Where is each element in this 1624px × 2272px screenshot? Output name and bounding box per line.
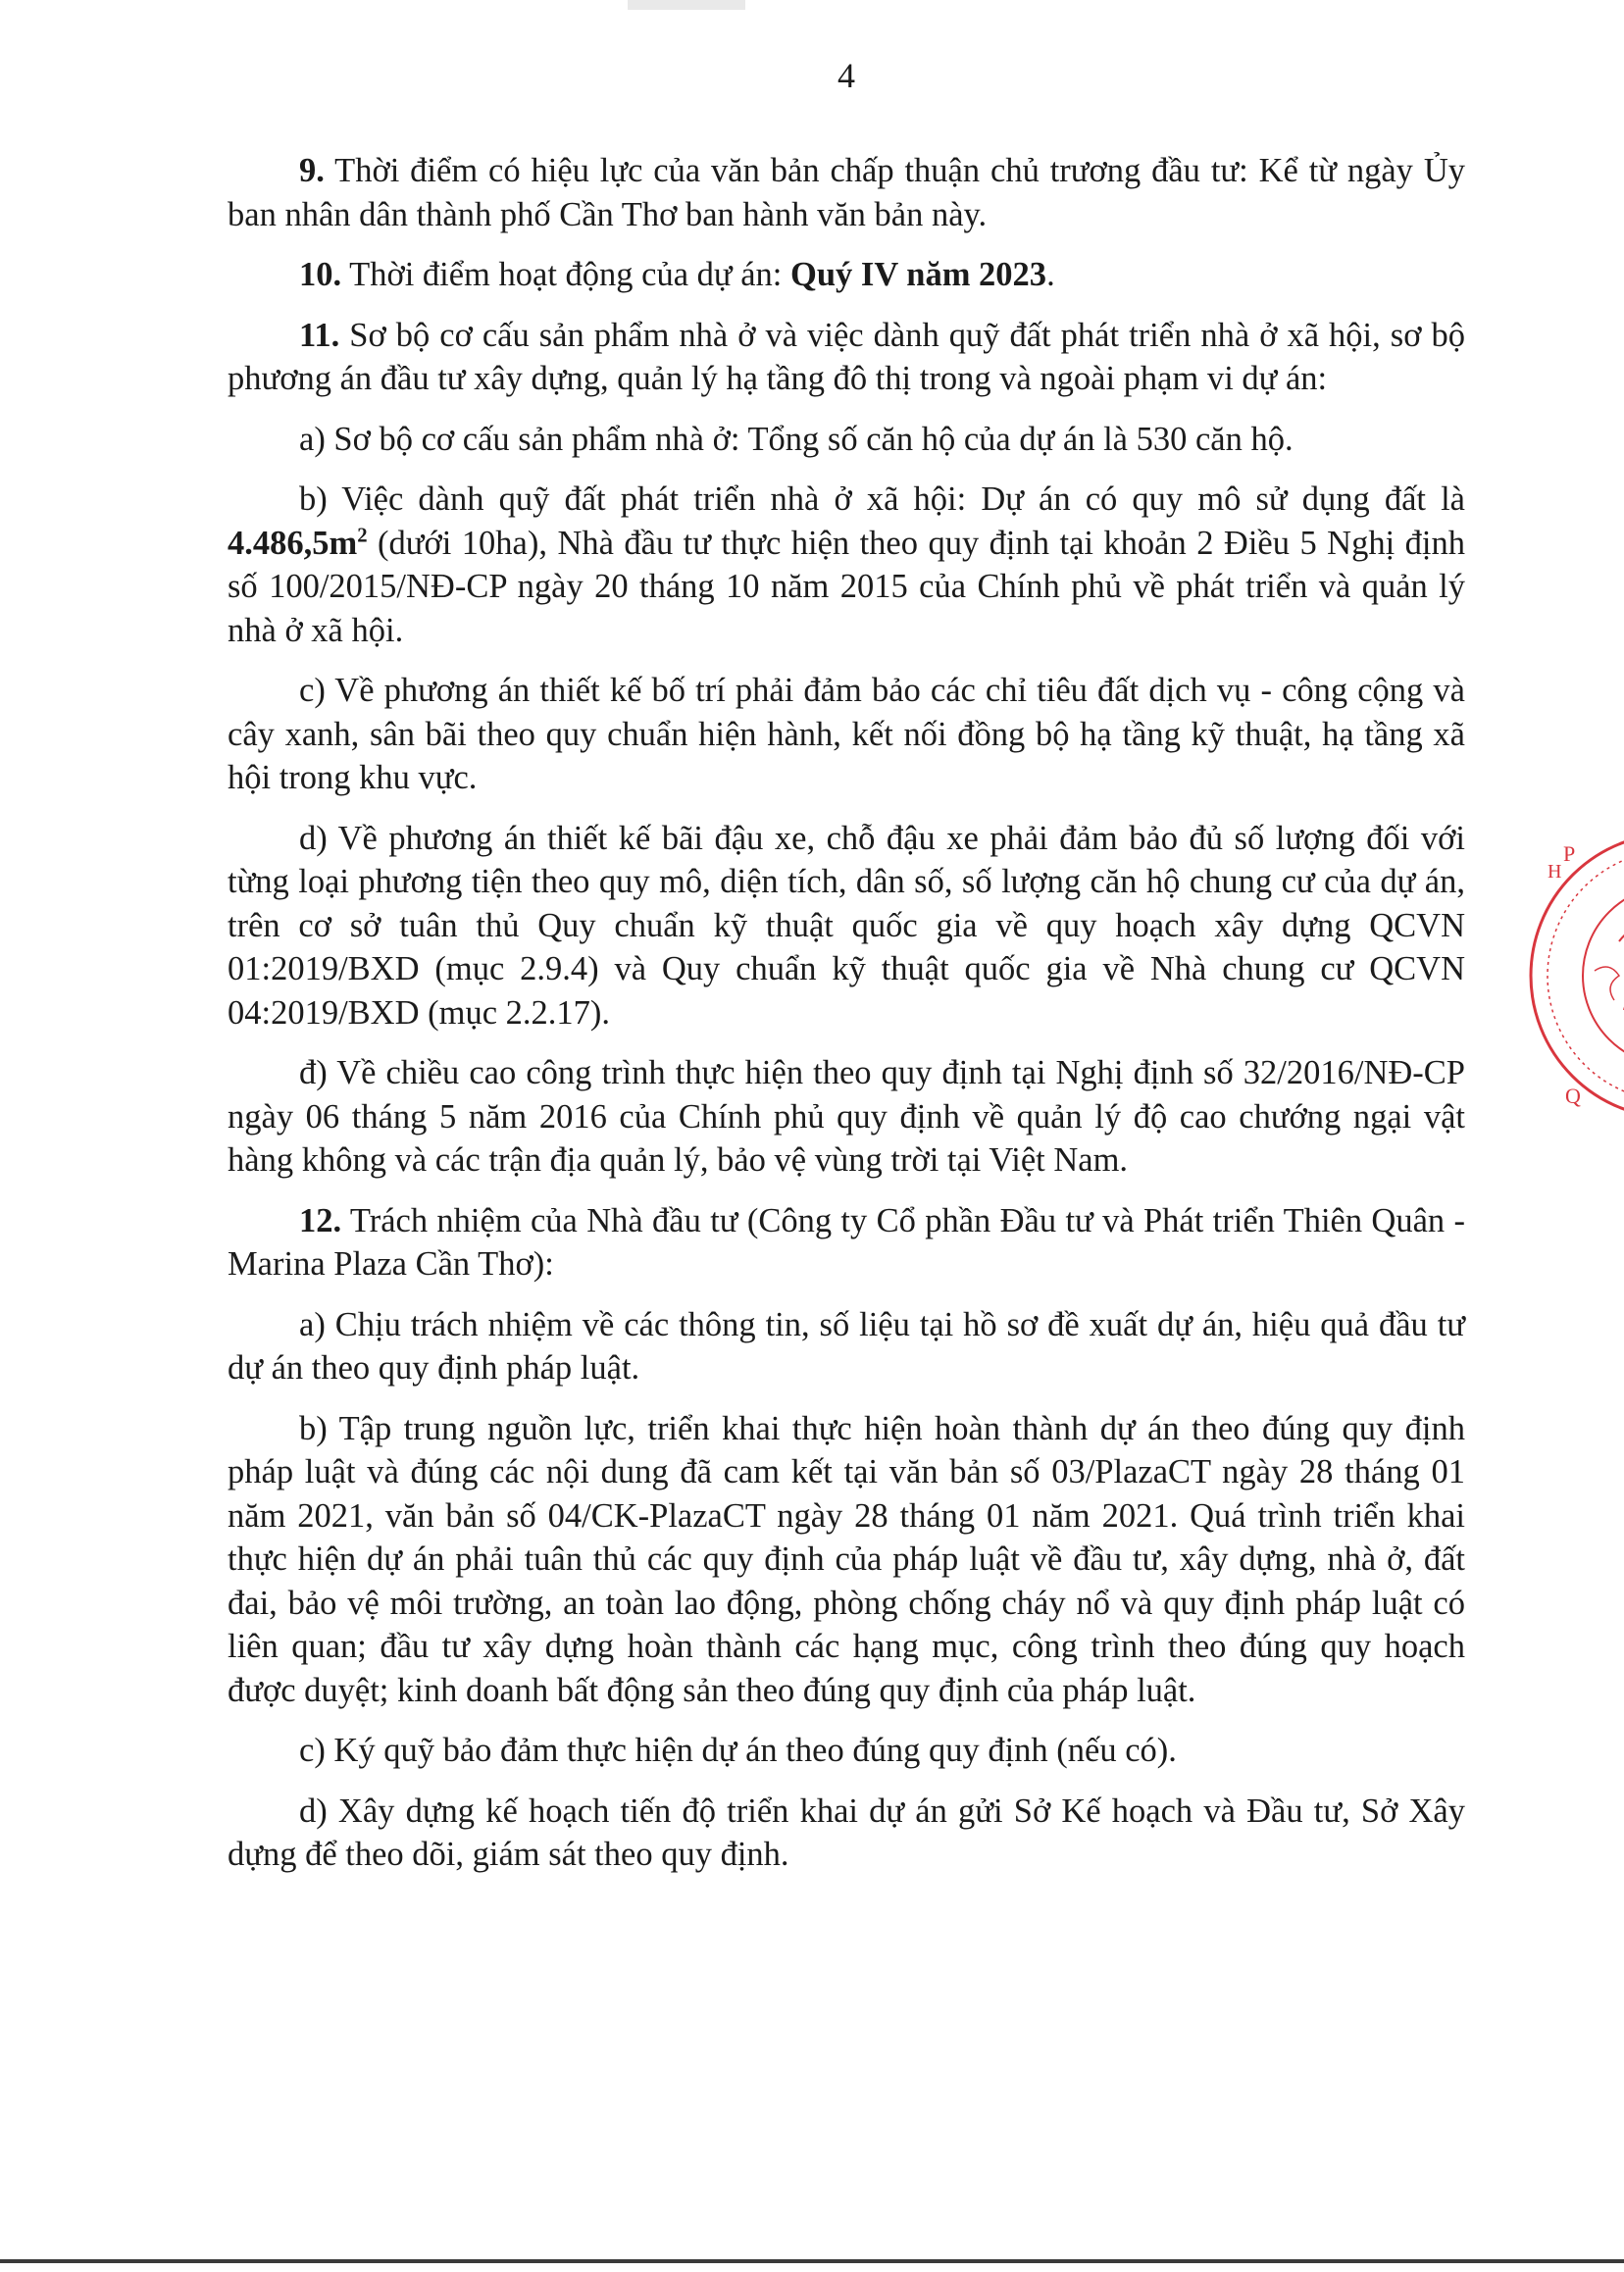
paragraph-9 xyxy=(228,149,1465,236)
bottom-edge-line xyxy=(0,2259,1624,2263)
paragraph-text: Sơ bộ cơ cấu sản phẩm nhà ở và việc dành quỹ đất phát triển nhà ở xã hội, sơ bộ phương án đầu tư xây dựng, quản lý hạ tầng đô thị trong và ngoài phạm vi dự án: xyxy=(228,316,1465,397)
paragraph-text: (dưới 10ha), Nhà đầu tư thực hiện theo quy định tại khoản 2 Điều 5 Nghị định số 100/2015/NĐ-CP ngày 20 tháng 10 năm 2015 của Chính phủ về phát triển và quản lý nhà ở xã hội. xyxy=(228,524,1465,649)
paragraph-11a: a) Sơ bộ cơ cấu sản phẩm nhà ở: Tổng số căn hộ của dự án là 530 căn hộ. xyxy=(299,420,1294,458)
operation-time: Quý IV năm 2023 xyxy=(790,256,1047,293)
paragraph-12c: c) Ký quỹ bảo đảm thực hiện dự án theo đúng quy định (nếu có). xyxy=(299,1732,1177,1769)
paragraph-10 xyxy=(228,253,1465,297)
paragraph-12 xyxy=(228,1199,1465,1287)
paragraph-11d: d) Về phương án thiết kế bãi đậu xe, chỗ đậu xe phải đảm bảo đủ số lượng đối với từng loại phương tiện theo quy mô, diện tích, dân số, số lượng căn hộ chung cư của dự án, trên cơ sở tuân thủ Quy chuẩn kỹ thuật quốc gia về quy hoạch xây dựng QCVN 01:2019/BXD (mục 2.9.4) và Quy chuẩn kỹ thuật quốc gia về Nhà chung cư QCVN 04:2019/BXD (mục 2.2.17). xyxy=(228,819,1465,1032)
paragraph-11c: c) Về phương án thiết kế bố trí phải đảm bảo các chỉ tiêu đất dịch vụ - công cộng và cây xanh, sân bãi theo quy chuẩn hiện hành, kết nối đồng bộ hạ tầng kỹ thuật, hạ tầng xã hội trong khu vực. xyxy=(228,672,1465,796)
paragraph-number: 9. xyxy=(299,152,325,189)
paragraph-12b: b) Tập trung nguồn lực, triển khai thực hiện hoàn thành dự án theo đúng quy định pháp luật và đúng các nội dung đã cam kết tại văn bản số 03/PlazaCT ngày 28 tháng 01 năm 2021, văn bản số 04/CK-PlazaCT ngày 28 tháng 01 năm 2021. Quá trình triển khai thực hiện dự án phải tuân thủ các quy định của pháp luật về đầu tư, xây dựng, nhà ở, đất đai, bảo vệ môi trường, an toàn lao động, phòng chống cháy nổ và quy định pháp luật có liên quan; đầu tư xây dựng hoàn thành các hạng mục, công trình theo đúng quy hoạch được duyệt; kinh doanh bất động sản theo đúng quy định của pháp luật. xyxy=(228,1409,1465,1709)
superscript: 2 xyxy=(357,525,368,546)
paragraph-11 xyxy=(228,314,1465,401)
paragraph-text: Trách nhiệm của Nhà đầu tư (Công ty Cổ phần Đầu tư và Phát triển Thiên Quân - Marina Plaza Cần Thơ): xyxy=(228,1201,1465,1283)
paragraph-number: 11. xyxy=(299,316,340,354)
paragraph-text: Thời điểm có hiệu lực của văn bản chấp thuận chủ trương đầu tư: Kể từ ngày Ủy ban nhân dân thành phố Cần Thơ ban hành văn bản này. xyxy=(228,152,1465,233)
seal-letter: P xyxy=(1563,841,1576,866)
seal-letter: H xyxy=(1548,861,1562,883)
scan-smudge xyxy=(628,0,745,10)
seal-stamp-icon xyxy=(1526,824,1624,1128)
seal-letter: Q xyxy=(1565,1084,1581,1108)
document-body xyxy=(228,149,1465,1893)
paragraph-11dd: đ) Về chiều cao công trình thực hiện theo quy định tại Nghị định số 32/2016/NĐ-CP ngày 06 tháng 5 năm 2016 của Chính phủ quy định về quản lý độ cao chướng ngại vật hàng không và các trận địa quản lý, bảo vệ vùng trời tại Việt Nam. xyxy=(228,1054,1465,1179)
paragraph-number: 10. xyxy=(299,256,342,293)
land-area: 4.486,5m xyxy=(228,524,358,562)
page-number: 4 xyxy=(837,56,855,95)
paragraph-text-end: . xyxy=(1046,256,1055,293)
paragraph-number: 12. xyxy=(299,1201,342,1239)
paragraph-12a: a) Chịu trách nhiệm về các thông tin, số liệu tại hồ sơ đề xuất dự án, hiệu quả đầu tư dự án theo quy định pháp luật. xyxy=(228,1305,1465,1387)
paragraph-12d: d) Xây dựng kế hoạch tiến độ triển khai dự án gửi Sở Kế hoạch và Đầu tư, Sở Xây dựng để theo dõi, giám sát theo quy định. xyxy=(228,1792,1465,1873)
paragraph-text: Thời điểm hoạt động của dự án: xyxy=(341,256,791,293)
paragraph-text: b) Việc dành quỹ đất phát triển nhà ở xã hội: Dự án có quy mô sử dụng đất là xyxy=(299,480,1465,518)
paragraph-11b xyxy=(228,478,1465,652)
